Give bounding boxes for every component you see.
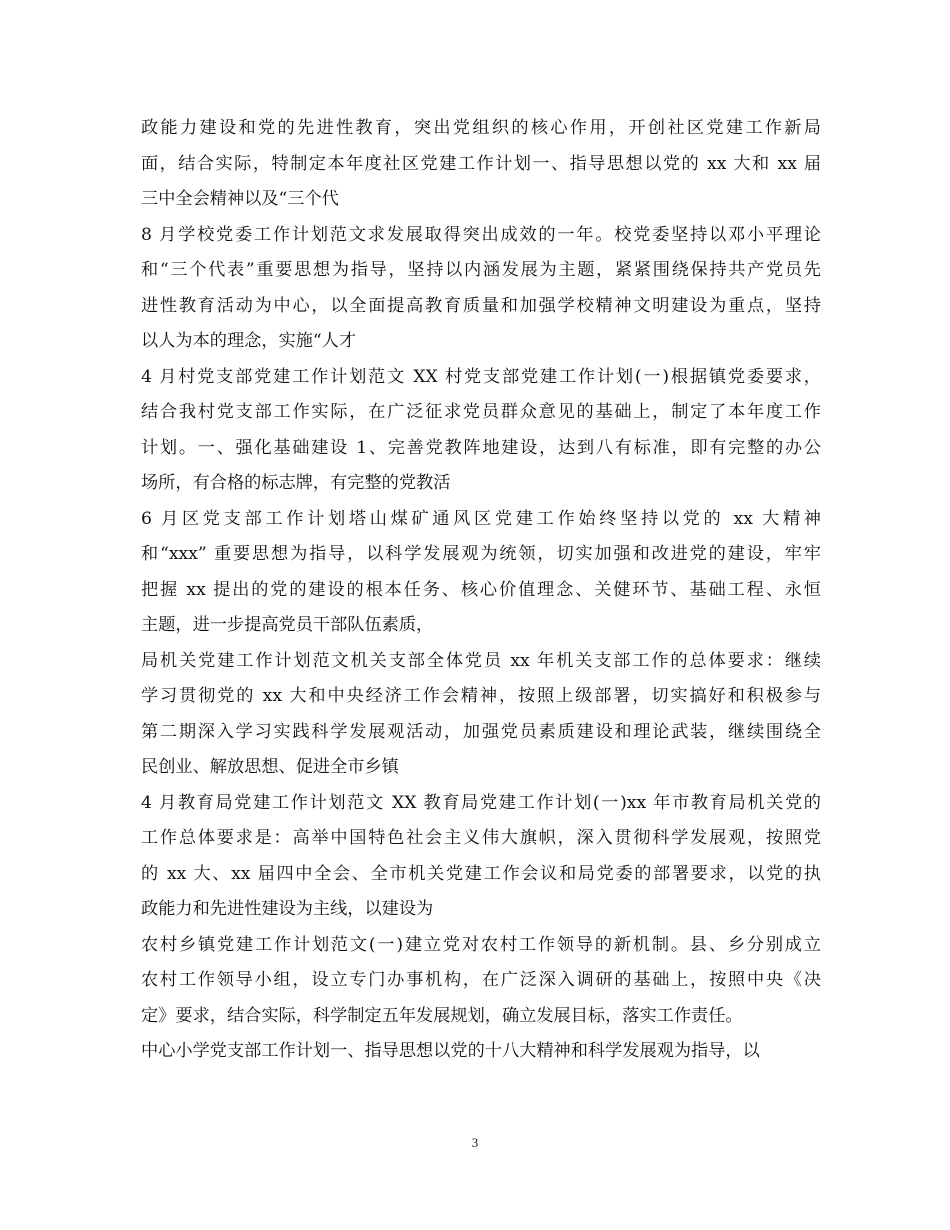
text-line: 4 月教育局党建工作计划范文 XX 教育局党建工作计划(一)xx 年市教育局机关党的 [141,792,821,813]
paragraph [141,502,821,644]
text-line: 主题，进一步提高党员干部队伍素质， [141,615,434,635]
paragraph [141,360,821,502]
document-body [141,111,821,1070]
text-line: 把握 xx 提出的党的建设的根本任务、核心价值理念、关健环节、基础工程、永恒 [141,579,821,600]
text-line: 面，结合实际，特制定本年度社区党建工作计划一、指导思想以党的 xx 大和 xx 届 [141,153,821,174]
text-line: 场所，有合格的标志牌，有完整的党教活 [141,473,451,493]
text-line: 以人为本的理念，实施“人才 [141,331,357,351]
text-line: 结合我村党支部工作实际，在广泛征求党员群众意见的基础上，制定了本年度工作 [141,402,821,422]
text-line: 和“三个代表”重要思想为指导，坚持以内涵发展为主题，紧紧围绕保持共产党员先 [141,260,821,280]
text-line: 政能力和先进性建设为主线，以建设为 [141,899,434,919]
paragraph [141,111,821,218]
text-line: 进性教育活动为中心，以全面提高教育质量和加强学校精神文明建设为重点，坚持 [141,295,821,316]
paragraph [141,1034,821,1070]
text-line: 三中全会精神以及“三个代 [141,189,339,209]
text-line: 农村工作领导小组，设立专门办事机构，在广泛深入调研的基础上，按照中央《决 [141,970,821,990]
text-line: 8 月学校党委工作计划范文求发展取得突出成效的一年。校党委坚持以邓小平理论 [141,224,821,245]
text-line: 工作总体要求是：高举中国特色社会主义伟大旗帜，深入贯彻科学发展观，按照党 [141,828,821,848]
paragraph [141,928,821,1035]
text-line: 的 xx 大、xx 届四中全会、全市机关党建工作会议和局党委的部署要求，以党的执 [141,863,821,884]
text-line: 计划。一、强化基础建设 1、完善党教阵地建设，达到八有标准，即有完整的办公 [141,437,821,458]
text-line: 中心小学党支部工作计划一、指导思想以党的十八大精神和科学发展观为指导，以 [141,1041,760,1061]
text-line: 和“xxx” 重要思想为指导，以科学发展观为统领，切实加强和改进党的建设，牢牢 [141,544,821,564]
text-line: 民创业、解放思想、促进全市乡镇 [141,757,399,777]
paragraph [141,218,821,360]
text-line: 局机关党建工作计划范文机关支部全体党员 xx 年机关支部工作的总体要求：继续 [141,650,821,671]
text-line: 第二期深入学习实践科学发展观活动，加强党员素质建设和理论武装，继续围绕全 [141,721,821,742]
text-line: 学习贯彻党的 xx 大和中央经济工作会精神，按照上级部署，切实搞好和积极参与 [141,686,821,706]
paragraph [141,644,821,786]
text-line: 4 月村党支部党建工作计划范文 XX 村党支部党建工作计划(一)根据镇党委要求， [141,366,821,387]
page-number: 3 [471,1135,479,1150]
paragraph [141,786,821,928]
text-line: 定》要求，结合实际，科学制定五年发展规划，确立发展目标，落实工作责任。 [141,1005,743,1026]
text-line: 农村乡镇党建工作计划范文(一)建立党对农村工作领导的新机制。县、乡分别成立 [141,934,821,955]
text-line: 6 月区党支部工作计划塔山煤矿通风区党建工作始终坚持以党的 xx 大精神 [141,508,821,529]
text-line: 政能力建设和党的先进性教育，突出党组织的核心作用，开创社区党建工作新局 [141,118,821,138]
